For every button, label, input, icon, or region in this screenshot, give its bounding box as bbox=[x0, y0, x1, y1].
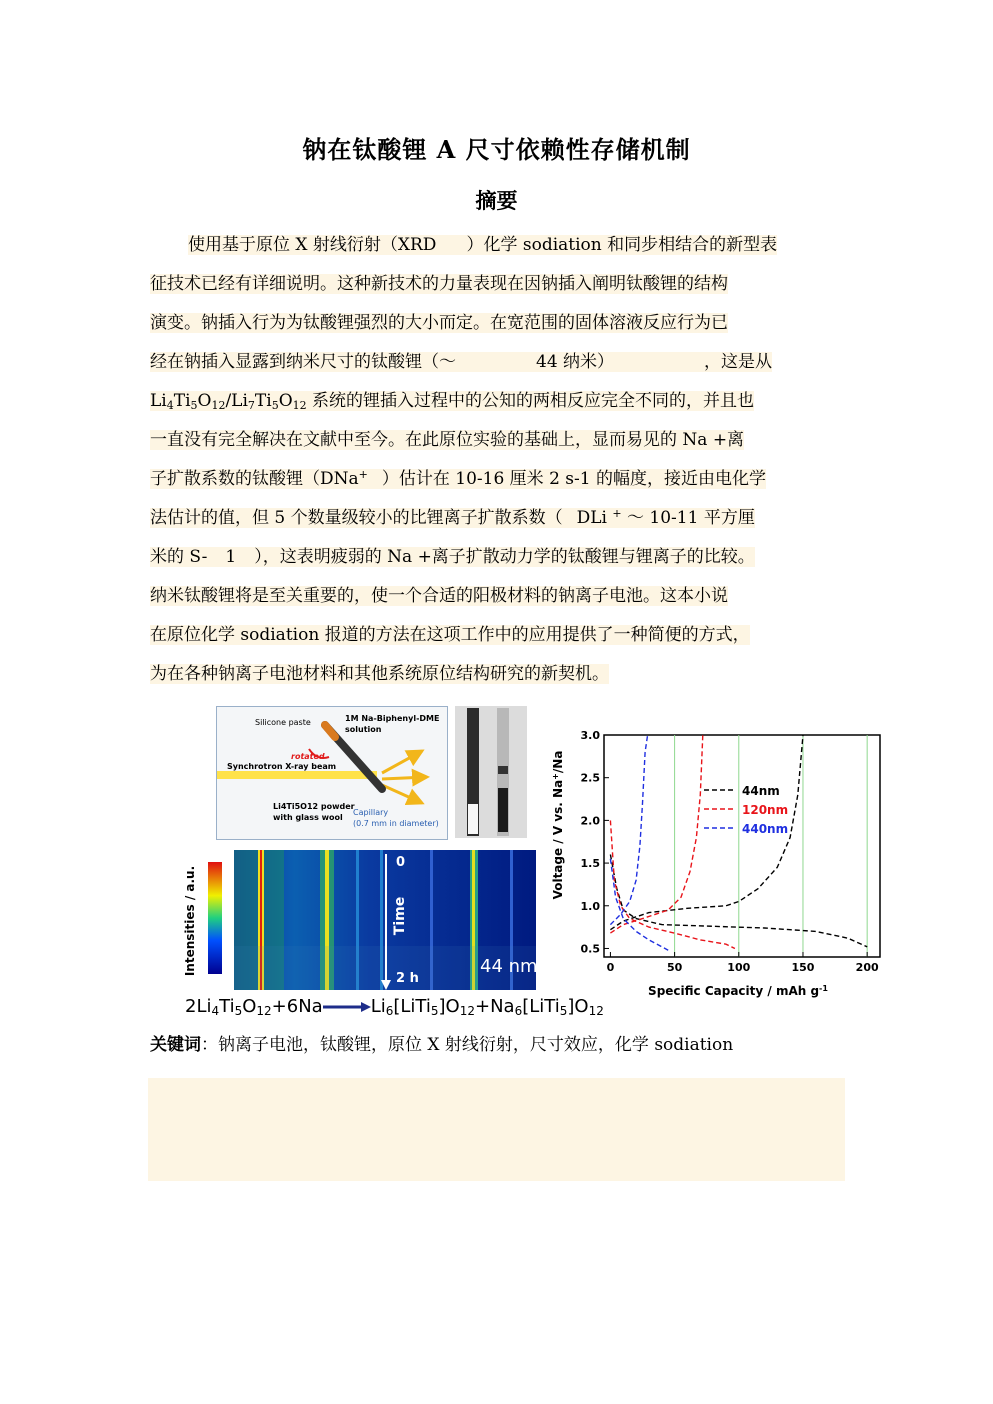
abstract-line bbox=[150, 577, 846, 616]
label-solution: solution bbox=[345, 725, 382, 734]
page-title: 钠在钛酸锂 A 尺寸依赖性存储机制 bbox=[302, 135, 691, 164]
abstract-heading: 摘要 bbox=[475, 188, 518, 213]
y-tick-label: 0.5 bbox=[580, 942, 600, 956]
abstract-line bbox=[150, 382, 846, 421]
x-tick-label: 0 bbox=[606, 961, 615, 974]
chart-xlabel: Specific Capacity / mAh $g^{-1}$ bbox=[648, 984, 828, 998]
text: 使用基于原位 X 射线衍射（XRD bbox=[188, 235, 437, 255]
keywords-text: ：钠离子电池，钛酸锂，原位 X 射线衍射，尺寸效应，化学 sodiation bbox=[201, 1035, 734, 1055]
text: ]O bbox=[438, 996, 460, 1017]
voltage-chart bbox=[548, 725, 888, 1005]
legend-label: 440nm bbox=[742, 822, 789, 836]
text: ，这是从 bbox=[704, 352, 773, 372]
legend-label: 120nm bbox=[742, 803, 789, 817]
abstract-line bbox=[150, 226, 846, 265]
subscript: 12 bbox=[256, 1004, 272, 1018]
label-beam: Synchrotron X-ray beam bbox=[227, 762, 337, 771]
x-tick-label: 100 bbox=[727, 961, 751, 974]
y-tick-label: 3.0 bbox=[580, 729, 600, 742]
text: 在原位化学 bbox=[150, 625, 235, 645]
subscript: 6 bbox=[514, 1004, 523, 1018]
capillary-photo bbox=[455, 706, 527, 838]
text: 1 bbox=[225, 547, 237, 567]
text: [LiTi bbox=[393, 996, 431, 1017]
label-powder: Li4Ti5O12 powder bbox=[273, 802, 355, 811]
text: ）估计在 10-16 厘米 2 s-1 的幅度，接近由电化学 bbox=[381, 469, 766, 489]
text: Ti bbox=[254, 391, 272, 411]
abstract-line bbox=[150, 265, 846, 304]
text: 系统的锂插入过程中的公知的两相反应完全不同的，并且也 bbox=[312, 391, 755, 411]
text: ]O bbox=[567, 996, 589, 1017]
text: +6Na bbox=[271, 996, 323, 1017]
abstract-line bbox=[150, 421, 846, 460]
label-silicone: Silicone paste bbox=[255, 718, 311, 727]
text: sodiation bbox=[240, 625, 320, 645]
text: Ti bbox=[219, 996, 235, 1017]
text: 纳米钛酸锂将是至关重要的，使一个合适的阳极材料的钠离子电池。这本小说 bbox=[150, 586, 728, 606]
time-start-label: 0 bbox=[396, 855, 406, 870]
silicone-paste-shape bbox=[325, 725, 335, 737]
text: sodiation bbox=[522, 235, 602, 255]
legend-label: 44nm bbox=[742, 784, 780, 798]
reaction-equation bbox=[185, 996, 604, 1018]
text: 和同步相结合的新型表 bbox=[607, 235, 778, 255]
label-solution: 1M Na-Biphenyl-DME bbox=[345, 714, 440, 723]
text: O bbox=[278, 391, 293, 411]
text: 法估计的值，但 5 个数量级较小的比锂离子扩散系数（ bbox=[150, 508, 563, 528]
reaction-arrow-icon bbox=[323, 1001, 371, 1013]
text: DLi bbox=[576, 508, 607, 528]
text: 报道的方法在这项工作中的应用提供了一种简便的方式， bbox=[324, 625, 750, 645]
y-tick-label: 1.0 bbox=[580, 899, 600, 913]
abstract-line bbox=[150, 460, 846, 499]
text: 44 纳米） bbox=[536, 352, 615, 372]
sample-size-label: 44 nm bbox=[480, 956, 538, 977]
text: 米的 S- bbox=[150, 547, 208, 567]
voltage-chart-svg bbox=[548, 725, 888, 1005]
abstract-line bbox=[150, 343, 846, 382]
text: Ti bbox=[173, 391, 191, 411]
photo-svg bbox=[455, 706, 527, 838]
text: [LiTi bbox=[522, 996, 560, 1017]
label-powder: with glass wool bbox=[273, 813, 343, 822]
subscript: 12 bbox=[292, 399, 307, 412]
text: +Na bbox=[475, 996, 515, 1017]
keywords-label: 关键词 bbox=[150, 1035, 201, 1055]
x-tick-label: 150 bbox=[791, 961, 815, 974]
xrd-heatmap bbox=[180, 846, 550, 996]
text: 子扩散系数的钛酸锂（DNa bbox=[150, 469, 359, 489]
subscript: 5 bbox=[559, 1004, 568, 1018]
experiment-schematic bbox=[216, 706, 448, 840]
time-end-label: 2 h bbox=[396, 971, 419, 986]
xray-beam-shape bbox=[217, 771, 377, 779]
heatmap-svg bbox=[180, 846, 550, 996]
diffracted-beam-arrow bbox=[382, 777, 427, 779]
text: ）化学 bbox=[466, 235, 518, 255]
text: 征技术已经有详细说明。这种新技术的力量表现在因钠插入阐明钛酸锂的结构 bbox=[150, 274, 728, 294]
keywords bbox=[150, 1030, 733, 1055]
abstract-line bbox=[150, 616, 846, 655]
abstract-line bbox=[150, 538, 846, 577]
diffracted-beam-arrow bbox=[382, 751, 422, 773]
x-tick-label: 200 bbox=[855, 961, 879, 974]
text: 演变。钠插入行为为钛酸锂强烈的大小而定。在宽范围的固体溶液反应行为已 bbox=[150, 313, 728, 333]
time-label: Time bbox=[392, 896, 408, 936]
chart-ylabel: Voltage / V vs. Na+/Na bbox=[551, 750, 565, 900]
colorbar bbox=[208, 862, 222, 974]
label-capillary: Capillary bbox=[353, 808, 389, 817]
text: 经在钠插入显露到纳米尺寸的钛酸锂（～ bbox=[150, 352, 456, 372]
subscript: 4 bbox=[166, 399, 174, 412]
abstract-body bbox=[150, 226, 846, 694]
abstract-line bbox=[150, 499, 846, 538]
subscript: 6 bbox=[385, 1004, 394, 1018]
y-tick-label: 1.5 bbox=[580, 857, 600, 871]
plot-frame bbox=[604, 735, 880, 957]
subscript: 12 bbox=[588, 1004, 604, 1018]
text: 为在各种钠离子电池材料和其他系统原位结构研究的新契机。 bbox=[150, 664, 609, 684]
text: O bbox=[242, 996, 257, 1017]
highlight-block bbox=[148, 1078, 845, 1181]
x-tick-label: 50 bbox=[666, 961, 683, 974]
text: ），这表明疲弱的 Na +离子扩散动力学的钛酸锂与锂离子的比较。 bbox=[254, 547, 755, 567]
y-tick-label: 2.0 bbox=[580, 814, 600, 828]
subscript: 12 bbox=[211, 399, 226, 412]
subscript: 5 bbox=[190, 399, 198, 412]
abstract-line bbox=[150, 304, 846, 343]
superscript: + bbox=[358, 468, 368, 481]
text: Li bbox=[370, 996, 386, 1017]
subscript: 5 bbox=[234, 1004, 243, 1018]
text: 一直没有完全解决在文献中至今。在此原位实验的基础上，显而易见的 Na +离 bbox=[150, 430, 745, 450]
text: Li bbox=[150, 391, 167, 411]
text: 2Li bbox=[185, 996, 212, 1017]
subscript: 4 bbox=[211, 1004, 220, 1018]
text: /Li bbox=[225, 391, 248, 411]
subscript: 5 bbox=[271, 399, 279, 412]
subscript: 5 bbox=[430, 1004, 439, 1018]
subscript: 7 bbox=[247, 399, 255, 412]
y-tick-label: 2.5 bbox=[580, 771, 600, 785]
superscript: + bbox=[612, 507, 622, 520]
abstract-line bbox=[150, 655, 846, 694]
diffracted-beam-arrow bbox=[382, 785, 422, 803]
text: ～ 10-11 平方厘 bbox=[627, 508, 755, 528]
text: O bbox=[197, 391, 212, 411]
heatmap-ylabel: Intensities / a.u. bbox=[183, 865, 197, 977]
schematic-svg bbox=[217, 707, 447, 839]
label-capillary: (0.7 mm in diameter) bbox=[353, 819, 439, 828]
label-rotated: rotated bbox=[291, 752, 325, 761]
subscript: 12 bbox=[459, 1004, 475, 1018]
